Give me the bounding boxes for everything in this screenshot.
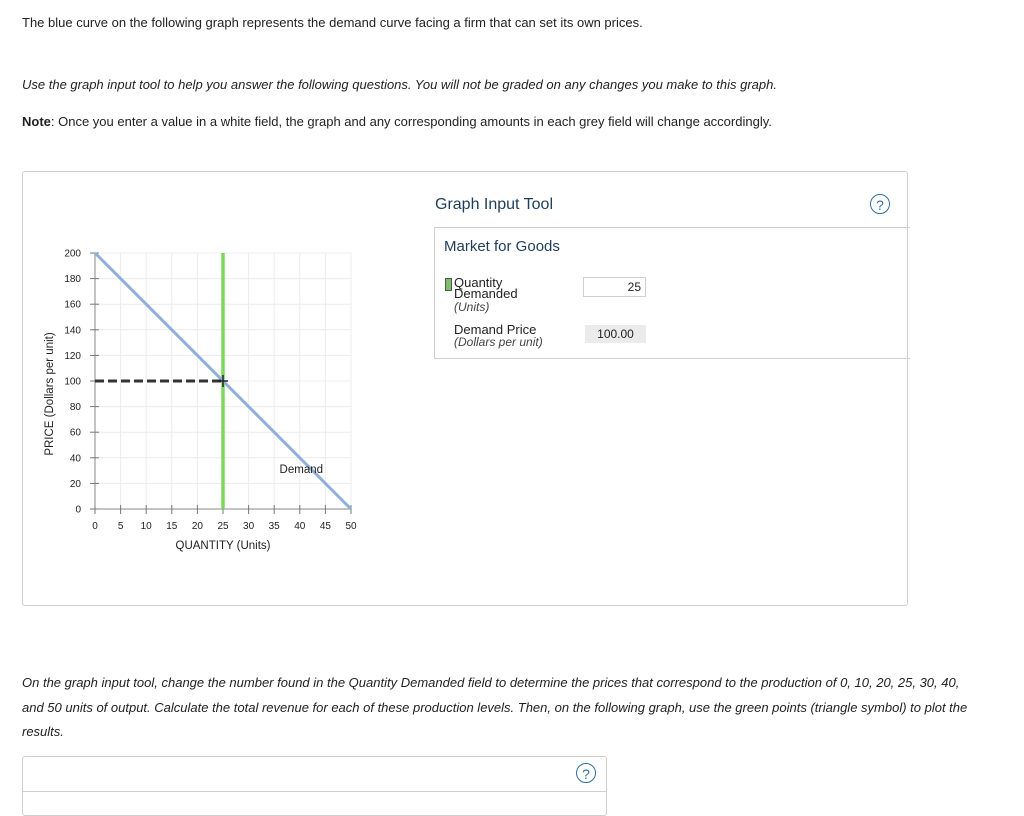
x-tick-label: 35 — [268, 521, 280, 532]
note-body: : Once you enter a value in a white field, the graph and any corresponding amounts in each grey field will change accordingly. — [50, 114, 772, 129]
y-tick-label: 200 — [64, 248, 81, 260]
note-text — [22, 114, 772, 129]
x-tick-label: 5 — [117, 521, 124, 532]
help-icon[interactable]: ? — [576, 763, 596, 783]
x-tick-label: 50 — [345, 521, 357, 532]
demand-chart[interactable] — [23, 172, 423, 602]
demand-price-unit-label: (Dollars per unit) — [454, 335, 543, 349]
quantity-demanded-label: Quantity Demanded — [454, 275, 518, 301]
x-tick-label: 45 — [319, 521, 331, 532]
demand-price-output: 100.00 — [585, 325, 646, 343]
y-tick-label: 80 — [69, 402, 81, 414]
y-tick-label: 140 — [64, 325, 81, 337]
note-label: Note — [22, 114, 51, 129]
question-text: On the graph input tool, change the number found in the Quantity Demanded field to determine the prices that correspond to the production of 0, 10, 20, 25, 30, 40, and 50 units of output. Calculate the total revenue for each of these production levels. Then, on the following graph, use the green points (triangle symbol) to plot the results. — [22, 675, 968, 739]
x-tick-label: 40 — [294, 521, 306, 532]
x-tick-label: 20 — [191, 521, 203, 532]
x-tick-label: 10 — [140, 521, 152, 532]
instruction-text: Use the graph input tool to help you answer the following questions. You will not be graded on any changes you make to this graph. — [22, 77, 777, 92]
y-tick-label: 120 — [64, 350, 81, 362]
x-tick-label: 30 — [243, 521, 255, 532]
x-tick-label: 15 — [166, 521, 178, 532]
y-tick-label: 100 — [64, 376, 81, 388]
y-tick-label: 20 — [69, 478, 81, 490]
divider — [23, 791, 606, 792]
y-tick-label: 180 — [64, 274, 81, 286]
help-icon[interactable]: ? — [870, 194, 890, 214]
y-tick-label: 0 — [75, 504, 81, 516]
x-tick-label: 0 — [92, 521, 98, 532]
y-tick-label: 40 — [69, 453, 81, 465]
y-tick-label: 160 — [64, 299, 81, 311]
quantity-legend-swatch — [445, 278, 452, 291]
quantity-unit-label: (Units) — [454, 300, 490, 314]
second-graph-panel — [22, 756, 607, 816]
x-tick-label: 25 — [217, 521, 229, 532]
y-axis-label: PRICE (Dollars per unit) — [44, 332, 56, 456]
market-title: Market for Goods — [444, 238, 560, 255]
demand-curve-label: Demand — [279, 464, 324, 477]
graph-input-tool-panel — [22, 171, 908, 606]
graph-input-tool-title: Graph Input Tool — [435, 196, 554, 213]
intro-text: The blue curve on the following graph represents the demand curve facing a firm that can set its own prices. — [22, 15, 643, 30]
x-axis-label: QUANTITY (Units) — [175, 540, 271, 552]
y-tick-label: 60 — [69, 427, 81, 439]
quantity-demanded-input[interactable] — [583, 277, 646, 297]
demand-price-label: Demand Price — [454, 322, 537, 337]
